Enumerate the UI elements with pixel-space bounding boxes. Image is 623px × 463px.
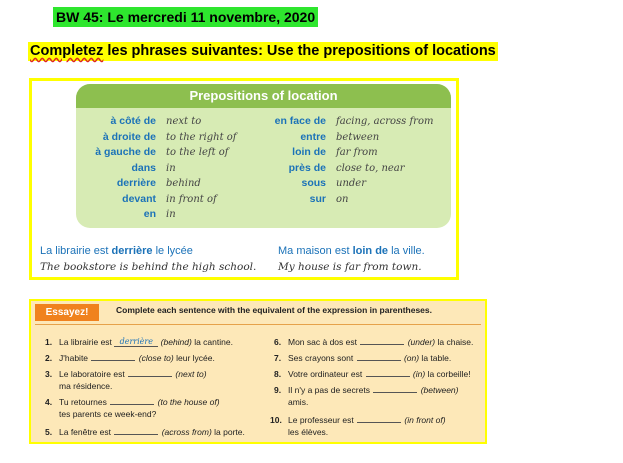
item-hint: (close to): [138, 353, 174, 363]
preposition-en: in front of: [166, 193, 217, 205]
answer-blank[interactable]: [373, 385, 417, 393]
item-number: 6.: [274, 337, 282, 347]
preposition-fr: à côté de: [110, 115, 156, 127]
example-2-english: My house is far from town.: [278, 261, 422, 273]
preposition-en: to the left of: [166, 147, 229, 158]
exercise-item-1: [45, 336, 233, 348]
item-text: la cantine.: [191, 337, 233, 347]
preposition-row: [266, 176, 433, 192]
preposition-en: close to, near: [336, 162, 405, 174]
item-text: Ses crayons sont: [288, 353, 356, 363]
preposition-en: under: [336, 178, 366, 189]
item-hint: (under): [407, 337, 436, 347]
item-text: Le professeur est: [288, 415, 357, 425]
item-hint: (behind): [160, 337, 192, 347]
preposition-fr: en face de: [274, 115, 326, 127]
item-text: la corbeille!: [425, 369, 471, 379]
page-title: BW 45: Le mercredi 11 novembre, 2020: [53, 7, 318, 27]
item-number: 2.: [45, 353, 53, 363]
answer-blank[interactable]: [110, 397, 154, 405]
item-number: 10.: [270, 415, 282, 425]
answer-blank[interactable]: [91, 353, 135, 361]
preposition-en: in: [166, 209, 176, 220]
preposition-row: [84, 176, 237, 192]
preposition-row: [84, 192, 237, 208]
item-text: La librairie est: [59, 337, 115, 347]
item-number: 1.: [45, 337, 53, 347]
item-hint: (on): [403, 353, 420, 363]
exercise-item-6: [274, 336, 473, 348]
example-bold: loin de: [352, 245, 389, 257]
prepositions-right-column: [266, 114, 433, 207]
preposition-fr: sous: [301, 177, 326, 189]
preposition-row: [84, 130, 237, 146]
subtitle-word: Completez: [30, 43, 104, 59]
subtitle-rest: les phrases suivantes: Use the prepositions of locations: [103, 43, 496, 59]
prepositions-heading: Prepositions of location: [76, 84, 451, 108]
item-text: Votre ordinateur est: [288, 369, 365, 379]
prepositions-table: [76, 84, 451, 228]
preposition-en: far from: [336, 147, 378, 158]
item-hint: (next to): [175, 369, 207, 379]
example-text: La librairie est: [40, 245, 112, 257]
item-number: 9.: [274, 385, 282, 395]
page-subtitle: [28, 42, 498, 61]
item-text: la chaise.: [435, 337, 474, 347]
example-bold: derrière: [111, 245, 153, 257]
preposition-fr: loin de: [292, 146, 326, 158]
answer-blank[interactable]: [128, 369, 172, 377]
exercise-card: [29, 299, 487, 444]
divider: [35, 324, 481, 325]
example-2: [278, 245, 425, 273]
prepositions-left-column: [84, 114, 237, 223]
preposition-row: [266, 192, 433, 208]
item-number: 4.: [45, 397, 53, 407]
exercise-instruction: Complete each sentence with the equivalent of the expression in parentheses.: [116, 305, 433, 315]
preposition-row: [84, 114, 237, 130]
preposition-en: to the right of: [166, 131, 237, 143]
example-1: [40, 245, 256, 273]
preposition-row: [84, 145, 237, 161]
preposition-en: behind: [166, 178, 201, 189]
exercise-item-3: [45, 368, 207, 392]
preposition-fr: derrière: [116, 177, 156, 189]
example-text: la ville.: [388, 245, 425, 257]
example-1-english: The bookstore is behind the high school.: [40, 261, 257, 273]
answer-blank[interactable]: [357, 415, 401, 423]
item-hint: (across from): [161, 427, 212, 437]
preposition-row: [266, 130, 433, 146]
preposition-fr: sur: [309, 192, 326, 205]
preposition-fr: entre: [300, 130, 326, 143]
preposition-en: on: [336, 193, 349, 205]
preposition-en: between: [336, 131, 380, 143]
item-text: ma résidence.: [59, 381, 113, 391]
preposition-fr: près de: [288, 161, 326, 174]
preposition-fr: devant: [122, 192, 156, 205]
item-text: les élèves.: [288, 427, 329, 437]
preposition-fr: en: [143, 208, 156, 220]
prepositions-card: [29, 78, 459, 280]
exercise-item-7: [274, 352, 451, 364]
item-text: tes parents ce week-end?: [59, 409, 157, 419]
preposition-en: next to: [166, 116, 202, 127]
exercise-item-8: [274, 368, 471, 380]
item-text: la porte.: [211, 427, 245, 437]
answer-blank[interactable]: [366, 369, 410, 377]
exercise-item-9: [274, 384, 459, 408]
preposition-en: facing, across from: [336, 116, 434, 127]
preposition-row: [84, 161, 237, 177]
item-number: 7.: [274, 353, 282, 363]
item-number: 5.: [45, 427, 53, 437]
preposition-row: [266, 114, 433, 130]
essayez-badge: Essayez!: [35, 304, 99, 321]
item-text: Le laboratoire est: [59, 369, 128, 379]
exercise-item-2: [45, 352, 215, 364]
exercise-item-4: [45, 396, 220, 420]
preposition-row: [266, 145, 433, 161]
preposition-fr: dans: [131, 161, 156, 174]
example-text: Ma maison est: [278, 245, 353, 257]
item-number: 3.: [45, 369, 53, 379]
preposition-fr: à droite de: [102, 130, 156, 143]
item-text: amis.: [288, 397, 309, 407]
exercise-header: [31, 301, 485, 323]
preposition-fr: à gauche de: [95, 146, 156, 158]
item-text: Tu retournes: [59, 397, 110, 407]
answer-blank[interactable]: [114, 427, 158, 435]
item-hint: (in front of): [404, 415, 446, 425]
item-number: 8.: [274, 369, 282, 379]
item-hint: (in): [412, 369, 426, 379]
example-2-french: [278, 245, 425, 257]
item-text: Mon sac à dos est: [288, 337, 360, 347]
preposition-en: in: [166, 162, 176, 174]
example-1-french: [40, 245, 256, 257]
example-text: le lycée: [152, 245, 193, 257]
item-text: J'habite: [59, 353, 91, 363]
answer-blank[interactable]: derrière: [114, 337, 158, 347]
item-hint: (to the house of): [157, 397, 220, 407]
item-hint: (between): [420, 385, 459, 395]
item-text: La fenêtre est: [59, 427, 114, 437]
item-text: Il n'y a pas de secrets: [288, 385, 373, 395]
item-text: la table.: [419, 353, 452, 363]
answer-blank[interactable]: [357, 353, 401, 361]
preposition-row: [84, 207, 237, 223]
exercise-item-10: [270, 414, 446, 438]
answer-blank[interactable]: [360, 337, 404, 345]
preposition-row: [266, 161, 433, 177]
item-text: leur lycée.: [173, 353, 215, 363]
exercise-item-5: [45, 426, 245, 438]
